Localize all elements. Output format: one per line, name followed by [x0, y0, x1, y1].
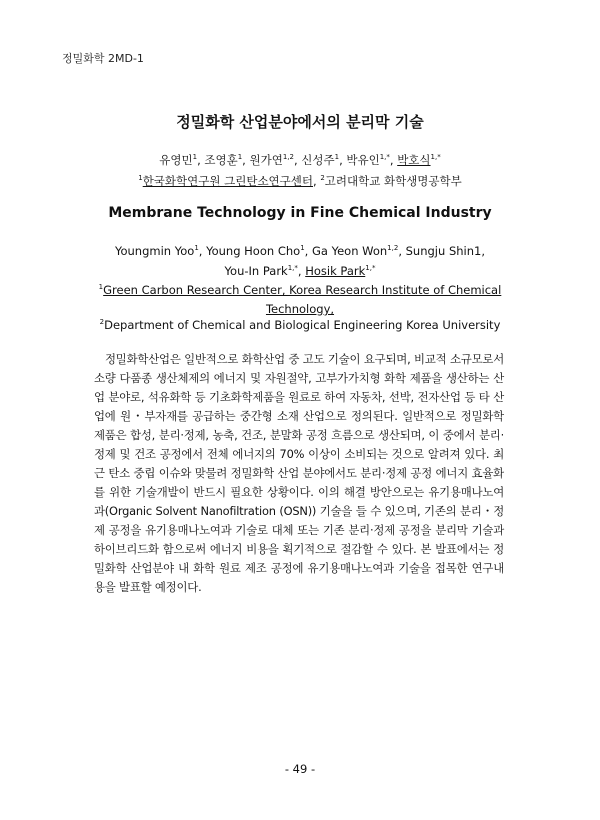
corresponding-author: 박호식 [397, 153, 431, 167]
english-authors-line2: You-In Park$^{1,*}$, Hosik Park$^{1,*}$ [224, 264, 376, 278]
abstract-paragraph: 정밀화학산업은 일반적으로 화학산업 중 고도 기술이 요구되며, 비교적 소규모로서 소량 다품종 생산체제의 에너지 및 자원절약, 고부가가치형 화학 제품을 생산하는 산업 분야로, 석유화학 등 기초화학제품을 원료로 하여 자동차, 선박, 전자산업 등 타 산업에 원・부자재를 공급하는 중간형 소재 산업으로 정의된다. 일반적으로 정밀화학 제품은 합성, 분리·정제, 농축, 건조, 분말화 공정 흐름으로 생산되며, 이 중에서 분리·정제 및 건조 공정에서 전체 에너지의 70% 이상이 소비되는 것으로 알려져 있다. 최근 탄소 중립 이슈와 맞물려 정밀화학 산업 분야에서도 분리·정제 공정 에너지 효율화를 위한 기술개발이 반드시 필요한 상황이다. 이의 해결 방안으로는 유기용매나노여과(Organic Solvent Nanofiltration (OSN)) 기술을 들 수 있으며, 기존의 분리・정제 공정을 유기용매나노여과 기술로 대체 또는 기존 분리·정제 공정을 분리막 기술과 하이브리드화 함으로써 에너지 비용을 획기적으로 절감할 수 있다. 본 발표에서는 정밀화학 산업분야 내 화학 원료 제조 공정에 유기용매나노여과 기술을 접목한 연구내용을 발표할 예정이다. [94, 352, 504, 594]
english-affiliation-2 [0, 318, 600, 332]
author-sup: 1 [334, 153, 340, 162]
author-name: 신성주 [301, 153, 335, 167]
affil-sup: 2 [99, 318, 105, 327]
author-name: 조영훈 [204, 153, 238, 167]
author-name: Youngmin Yoo [114, 244, 195, 258]
author-sup: 1,* [430, 153, 441, 162]
author-name: Sungju Shin1, [405, 244, 485, 258]
author-name: You-In Park [224, 264, 288, 278]
author-sup: 1,* [365, 264, 376, 273]
author-name: Ga Yeon Won [311, 244, 388, 258]
author-sup: 1 [300, 244, 305, 253]
korean-affiliations: $^1$한국화학연구원 그린탄소연구센터, $^2$고려대학교 화학생명공학부 [138, 174, 462, 188]
page-number: - 49 - [284, 762, 316, 776]
english-title: Membrane Technology in Fine Chemical Industry [108, 205, 492, 221]
affiliation-1-text: Green Carbon Research Center, Korea Research Institute of Chemical [103, 283, 502, 297]
korean-authors: 유영민$^1$, 조영훈$^1$, 원가연$^{1,2}$, 신성주$^1$, 박유인$^{1,*}$, 박호식$^{1,*}$ [159, 153, 441, 167]
author-name: Young Hoon Cho [206, 244, 301, 258]
affil-sup: 1 [98, 283, 104, 292]
corresponding-author: Hosik Park [305, 264, 366, 278]
session-label: 정밀화학 2MD-1 [62, 52, 144, 65]
affiliation-1: 한국화학연구원 그린탄소연구센터 [142, 174, 313, 188]
author-sup: 1 [192, 153, 198, 162]
affil-sup: 2 [320, 174, 325, 183]
author-sup: 1,* [287, 264, 298, 273]
author-sup: 1 [194, 244, 199, 253]
author-sup: 1,2 [282, 153, 294, 162]
affiliation-1-text-cont: Technology, [265, 302, 335, 316]
author-name: 유영민 [159, 153, 193, 167]
affil-sup: 1 [138, 174, 143, 183]
author-sup: 1 [237, 153, 243, 162]
author-name: 원가연 [249, 153, 283, 167]
english-affiliation-1-line2 [0, 302, 600, 316]
english-authors-line1: Youngmin Yoo$^1$, Young Hoon Cho$^1$, Ga Yeon Won$^{1,2}$, Sungju Shin1, [114, 244, 485, 258]
author-sup: 1,* [379, 153, 390, 162]
english-affiliation-1-line1 [0, 283, 600, 297]
affiliation-2: 고려대학교 화학생명공학부 [324, 174, 462, 188]
affiliation-2-text: Department of Chemical and Biological Engineering Korea University [104, 318, 501, 332]
korean-title: 정밀화학 산업분야에서의 분리막 기술 [176, 113, 424, 131]
author-sup: 1,2 [387, 244, 399, 253]
author-name: 박유인 [346, 153, 380, 167]
